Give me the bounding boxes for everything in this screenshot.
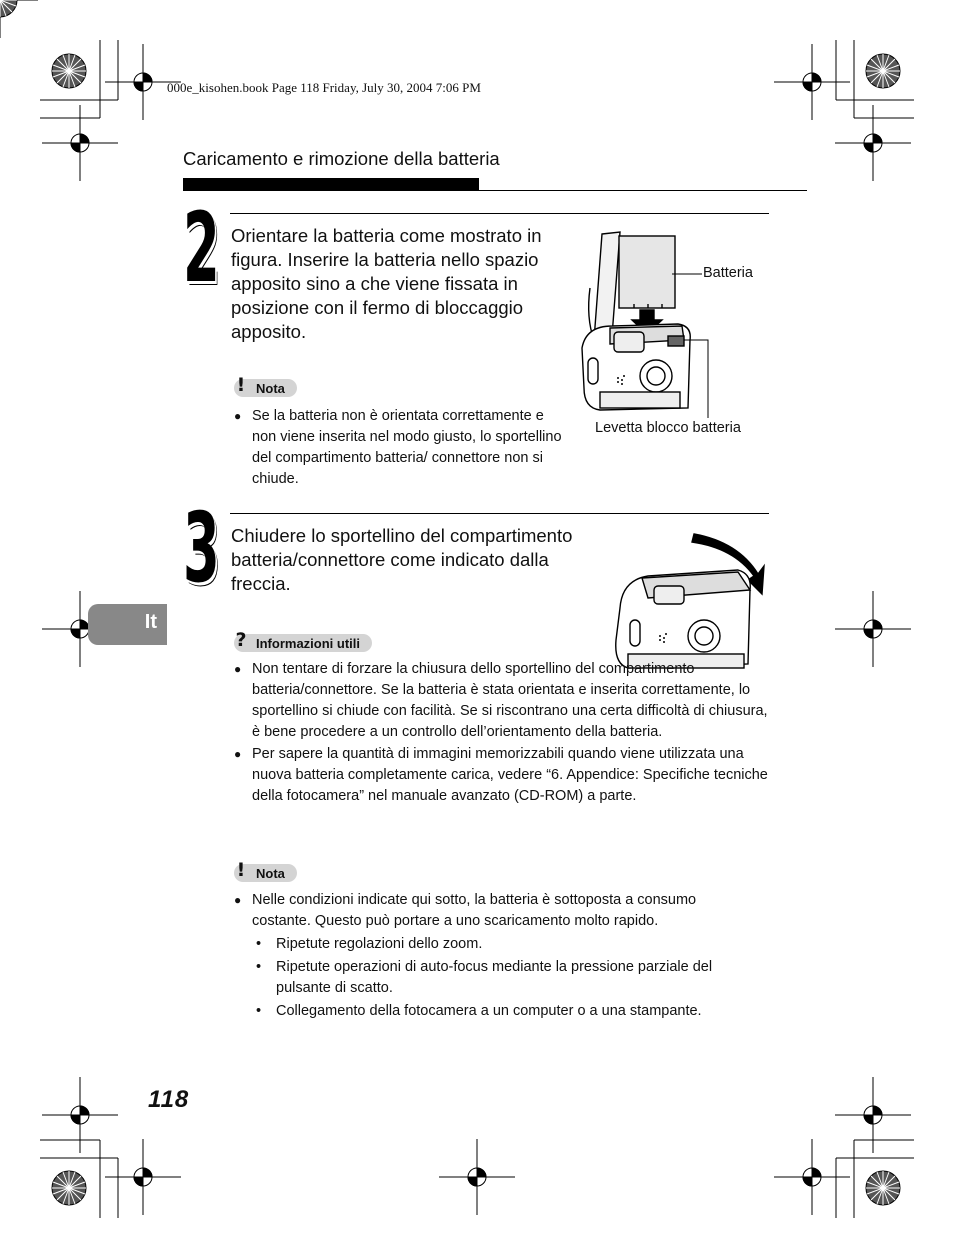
step2-rule <box>230 213 769 214</box>
step2-note-badge <box>234 374 297 397</box>
sub-list-item: • Ripetute regolazioni dello zoom. <box>252 934 754 955</box>
tip-text: Non tentare di forzare la chiusura dello sportellino del compartimento batteria/connettore. Se la batteria è stata orientata e inserita correttamente, lo sportellino si chiude con facilità. Se si riscontrano una certa difficoltà di chiusura, è bene procedere a un controllo dell’orientamento della batteria. <box>252 661 768 740</box>
list-item: ● Se la batteria non è orientata correttamente e non viene inserita nel modo giusto, lo sportellino del compartimento batteria/ connettore non si chiude. <box>234 406 564 490</box>
print-header: 000e_kisohen.book Page 118 Friday, July 30, 2004 7:06 PM <box>167 80 481 95</box>
step3-instruction: Chiudere lo sportellino del compartimento batteria/connettore come indicato dalla freccia. <box>231 525 573 594</box>
question-icon: ? <box>235 629 247 651</box>
battery-label: Batteria <box>703 265 753 281</box>
title-bar <box>183 178 479 191</box>
step2-instruction: Orientare la batteria come mostrato in figura. Inserire la batteria nello spazio apposito sino a che viene fissata in posizione con il fermo di bloccaggio apposito. <box>231 225 542 342</box>
step3-rule <box>230 513 769 514</box>
language-tab-label: It <box>144 611 157 633</box>
tip-text: Per sapere la quantità di immagini memorizzabili quando viene utilizzata una nuova batteria completamente carica, vedere “6. Appendice: Specifiche tecniche della fotocamera” nel manuale avanzato (CD-ROM) a parte. <box>252 746 768 804</box>
section-title: Caricamento e rimozione della batteria <box>183 148 500 169</box>
title-rule <box>479 190 807 191</box>
step3-tips-badge <box>234 629 372 652</box>
language-tab <box>88 604 167 645</box>
step3-tips-list <box>234 659 770 807</box>
lock-lever-label: Levetta blocco batteria <box>595 420 741 436</box>
tips-label: Informazioni utili <box>256 635 360 651</box>
list-item <box>234 744 770 807</box>
step2-note-list <box>234 406 564 490</box>
note-label: Nota <box>256 380 285 396</box>
note2-list <box>234 890 754 1022</box>
sub-list-item: • Collegamento della fotocamera a un computer o a una stampante. <box>252 1001 754 1022</box>
exclamation-icon: ! <box>236 374 246 396</box>
exclamation-icon: ! <box>236 859 246 881</box>
step2-number: 2 <box>183 192 219 304</box>
page-number: 118 <box>148 1086 190 1113</box>
close-door-figure <box>608 528 778 678</box>
note2-badge <box>234 859 297 882</box>
sub-list-item: • Ripetute operazioni di auto-focus mediante la pressione parziale del pulsante di scatto. <box>252 957 754 999</box>
list-item <box>234 659 770 743</box>
step3-number: 3 <box>183 492 219 604</box>
note-label: Nota <box>256 865 285 881</box>
battery-insertion-figure <box>572 228 772 418</box>
list-item: ● Nelle condizioni indicate qui sotto, la batteria è sottoposta a consumo costante. Questo può portare a uno scaricamento molto rapido. <box>234 890 754 932</box>
